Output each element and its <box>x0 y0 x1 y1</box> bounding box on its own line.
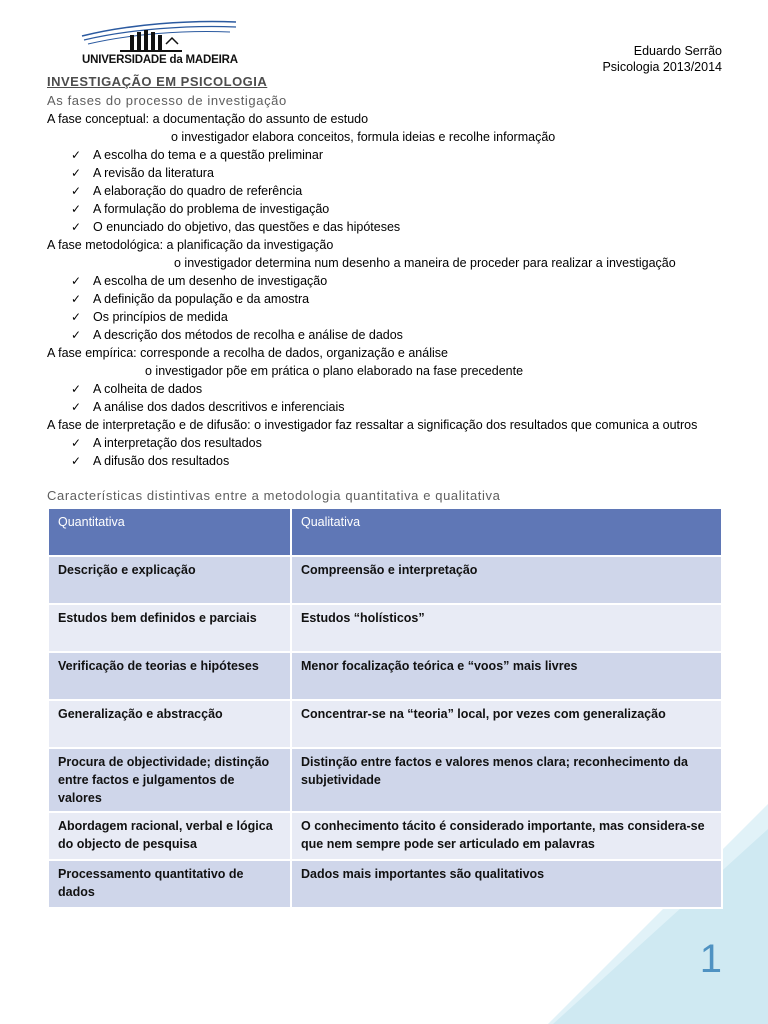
table-row <box>48 748 722 812</box>
checkmark-icon: ✓ <box>71 148 82 162</box>
list-item <box>47 164 727 182</box>
checkmark-icon: ✓ <box>71 274 82 288</box>
phase-methodological-line: A fase metodológica: a planificação da investigação <box>47 238 334 252</box>
table-row <box>48 652 722 700</box>
table-cell: Dados mais importantes são qualitativos <box>291 860 722 908</box>
list-item-text: A difusão dos resultados <box>93 454 230 468</box>
column-header-qualitative: Qualitativa <box>291 508 722 556</box>
checkmark-icon: ✓ <box>71 220 82 234</box>
checkmark-icon: ✓ <box>71 292 82 306</box>
table-row <box>48 812 722 860</box>
checkmark-icon: ✓ <box>71 382 82 396</box>
list-item-text: A escolha de um desenho de investigação <box>93 274 328 288</box>
list-item-text: A descrição dos métodos de recolha e análise de dados <box>93 328 403 342</box>
phase-conceptual-line: A fase conceptual: a documentação do assunto de estudo <box>47 112 369 126</box>
checkmark-icon: ✓ <box>71 436 82 450</box>
checkmark-icon: ✓ <box>71 328 82 342</box>
list-item <box>47 434 727 452</box>
list-item <box>47 146 727 164</box>
document-title: INVESTIGAÇÃO EM PSICOLOGIA <box>47 74 268 89</box>
logo-text-main: UNIVERSIDADE <box>82 54 167 66</box>
comparison-table <box>47 507 723 909</box>
table-cell: Generalização e abstracção <box>48 700 291 748</box>
list-item <box>47 308 727 326</box>
phase-methodological-list <box>47 272 727 344</box>
table-heading: Características distintivas entre a metodologia quantitativa e qualitativa <box>47 488 501 503</box>
course-info: Psicologia 2013/2014 <box>602 60 722 74</box>
table-cell: Verificação de teorias e hipóteses <box>48 652 291 700</box>
list-item <box>47 218 727 236</box>
list-item <box>47 398 727 416</box>
checkmark-icon: ✓ <box>71 166 82 180</box>
list-item-text: A interpretação dos resultados <box>93 436 262 450</box>
university-logo <box>80 18 240 70</box>
checkmark-icon: ✓ <box>71 400 82 414</box>
list-item <box>47 182 727 200</box>
phase-conceptual-sub: o investigador elabora conceitos, formula ideias e recolhe informação <box>171 130 556 144</box>
phase-interpretation-line: A fase de interpretação e de difusão: o investigador faz ressaltar a significação dos resultados que comunica a outros <box>47 418 698 432</box>
table-row <box>48 860 722 908</box>
list-item-text: A elaboração do quadro de referência <box>93 184 303 198</box>
list-item <box>47 272 727 290</box>
logo-text <box>82 54 238 66</box>
list-item-text: A escolha do tema e a questão preliminar <box>93 148 323 162</box>
list-item-text: A colheita de dados <box>93 382 203 396</box>
column-header-quantitative: Quantitativa <box>48 508 291 556</box>
table-cell: Procura de objectividade; distinção entre factos e julgamentos de valores <box>48 748 291 812</box>
phase-methodological-sub: o investigador determina num desenho a maneira de proceder para realizar a investigação <box>174 256 676 270</box>
table-cell: Menor focalização teórica e “voos” mais livres <box>291 652 722 700</box>
table-cell: Concentrar-se na “teoria” local, por vezes com generalização <box>291 700 722 748</box>
table-cell: O conhecimento tácito é considerado importante, mas considera-se que nem sempre pode ser articulado em palavras <box>291 812 722 860</box>
logo-text-suffix: da MADEIRA <box>169 54 238 66</box>
list-item-text: A revisão da literatura <box>93 166 214 180</box>
checkmark-icon: ✓ <box>71 184 82 198</box>
list-item-text: A análise dos dados descritivos e inferenciais <box>93 400 345 414</box>
table-cell: Compreensão e interpretação <box>291 556 722 604</box>
header-author-block <box>602 43 722 75</box>
list-item <box>47 290 727 308</box>
checkmark-icon: ✓ <box>71 310 82 324</box>
checkmark-icon: ✓ <box>71 202 82 216</box>
phase-empirical-list <box>47 380 727 416</box>
table-cell: Estudos bem definidos e parciais <box>48 604 291 652</box>
list-item <box>47 452 727 470</box>
phase-interpretation-list <box>47 434 727 470</box>
phase-conceptual-list <box>47 146 727 236</box>
list-item <box>47 326 727 344</box>
list-item-text: A formulação do problema de investigação <box>93 202 330 216</box>
page-number: 1 <box>699 937 722 981</box>
table-cell: Distinção entre factos e valores menos clara; reconhecimento da subjetividade <box>291 748 722 812</box>
table-row <box>48 604 722 652</box>
phase-empirical-line: A fase empírica: corresponde a recolha de dados, organização e análise <box>47 346 448 360</box>
table-cell: Estudos “holísticos” <box>291 604 722 652</box>
list-item <box>47 200 727 218</box>
table-cell: Abordagem racional, verbal e lógica do objecto de pesquisa <box>48 812 291 860</box>
table-cell: Processamento quantitativo de dados <box>48 860 291 908</box>
table-cell: Descrição e explicação <box>48 556 291 604</box>
checkmark-icon: ✓ <box>71 454 82 468</box>
table-row <box>48 700 722 748</box>
logo-graphic-icon <box>80 18 240 58</box>
phase-empirical-sub: o investigador põe em prática o plano elaborado na fase precedente <box>145 364 524 378</box>
list-item <box>47 380 727 398</box>
table-header-row <box>48 508 722 556</box>
author-name: Eduardo Serrão <box>633 44 722 58</box>
phases-heading: As fases do processo de investigação <box>47 93 287 108</box>
list-item-text: O enunciado do objetivo, das questões e das hipóteses <box>93 220 401 234</box>
document-body <box>47 74 727 909</box>
list-item-text: Os princípios de medida <box>93 310 228 324</box>
list-item-text: A definição da população e da amostra <box>93 292 310 306</box>
table-row <box>48 556 722 604</box>
